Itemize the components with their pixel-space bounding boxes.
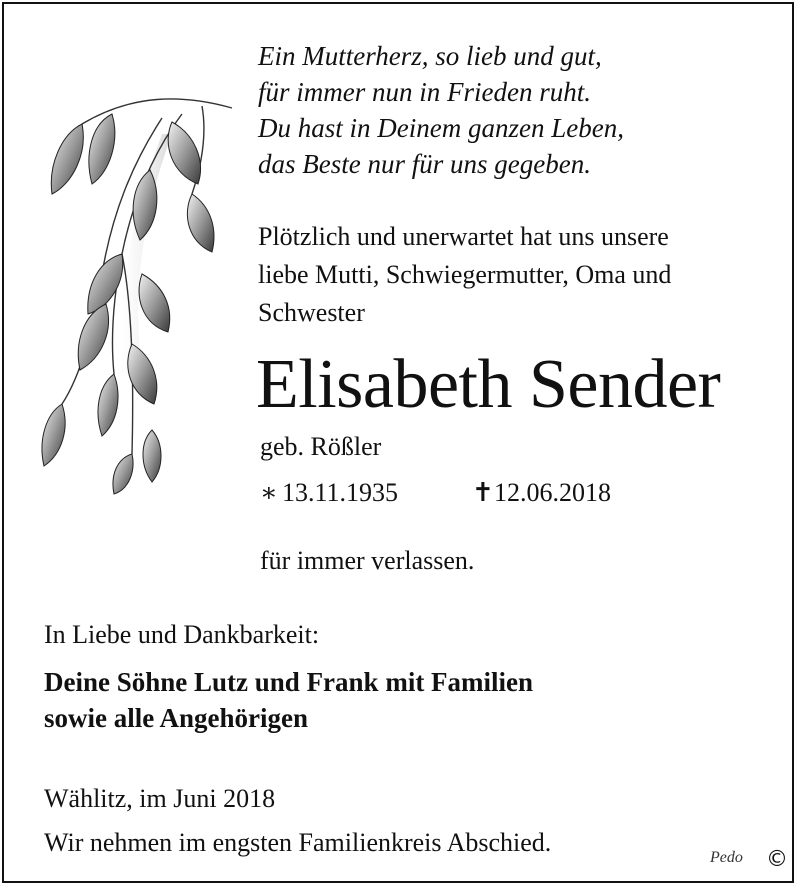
poem-line: für immer nun in Frieden ruht.	[258, 77, 591, 107]
death-group	[472, 476, 611, 510]
intro-line: Schwester	[258, 298, 365, 327]
birth-date: 13.11.1935	[282, 478, 399, 507]
maiden-name: geb. Rößler	[260, 432, 382, 461]
designer-signature: Pedo	[710, 849, 743, 866]
birch-branch-icon	[22, 74, 252, 504]
intro-line: liebe Mutti, Schwiegermutter, Oma und	[258, 260, 672, 289]
life-dates	[260, 476, 611, 510]
intro-text	[258, 218, 778, 332]
farewell-note: Wir nehmen im engsten Familienkreis Abschied.	[44, 828, 552, 857]
birth-star-icon: ∗	[260, 478, 278, 507]
family-line: Deine Söhne Lutz und Frank mit Familien	[44, 667, 534, 697]
left-closing: für immer verlassen.	[260, 546, 475, 575]
poem	[258, 38, 624, 182]
place-date: Wählitz, im Juni 2018	[44, 784, 276, 813]
poem-line: das Beste nur für uns gegeben.	[258, 149, 591, 179]
poem-line: Ein Mutterherz, so lieb und gut,	[258, 41, 602, 71]
copyright-icon: ©	[766, 847, 788, 872]
deceased-name: Elisabeth Sender	[256, 346, 721, 423]
cross-icon: ✝	[472, 478, 494, 507]
thanks-line: In Liebe und Dankbarkeit:	[44, 620, 320, 649]
notice-frame	[2, 2, 794, 883]
family-line: sowie alle Angehörigen	[44, 703, 308, 733]
death-date: 12.06.2018	[494, 478, 611, 507]
intro-line: Plötzlich und unerwartet hat uns unsere	[258, 222, 669, 251]
family-names	[44, 664, 533, 736]
poem-line: Du hast in Deinem ganzen Leben,	[258, 113, 624, 143]
